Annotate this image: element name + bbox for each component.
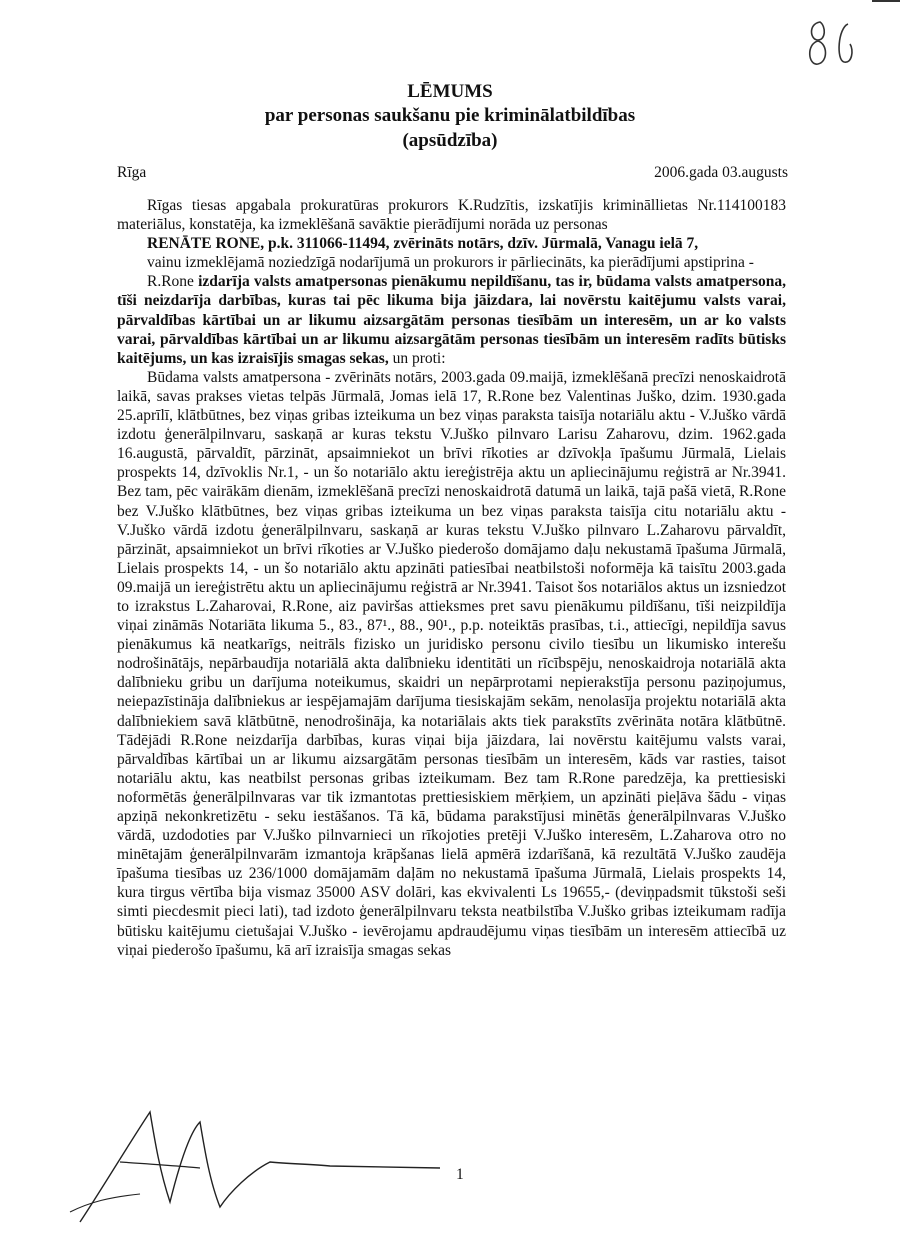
charge-text: izdarīja valsts amatpersonas pienākumu nepildīšanu, tas ir, būdama valsts amatpersona, tīši neizdarīja darbības, kuras tai pēc likuma bija jāizdara, lai novērstu kaitējumu valsts varai, pārvaldības kārtībai un ar likumu aizsargātām personas tiesībām un interesēm, un ar ko valsts varai, pārvaldības kārtībai un ar likumu aizsargātām personas tiesībām un interesēm radīts būtisks kaitējums, un kas izraisījis smagas sekas,: [117, 273, 786, 367]
document-subtitle: par personas saukšanu pie kriminālatbildības: [264, 105, 636, 126]
paragraph-charge: [117, 272, 786, 367]
accused-person: RENĀTE RONE, p.k. 311066-11494, zvērināts notārs, dzīv. Jūrmalā, Vanagu ielā 7,: [147, 235, 699, 253]
document-subtitle-2: (apsūdzība): [402, 130, 498, 151]
charge-tail: un proti:: [392, 349, 446, 367]
document-title: LĒMUMS: [407, 81, 493, 102]
paragraph-facts: Būdama valsts amatpersona - zvērināts notārs, 2003.gada 09.maijā, izmeklēšanā precīzi nenoskaidrotā laikā, savas prakses vietas telpās Jūrmalā, Jomas ielā 17, R.Rone bez Valentinas Juško, dzim. 1930.gada 25.aprīlī, klātbūtnes, bez viņas gribas izteikuma un bez viņas paraksta taisīja notariālu aktu - V.Juško vārdā izdotu ģenerālpilnvaru, saskaņā ar kuras tekstu V.Juško pilnvaro Larisu Zaharovu, dzim. 1962.gada 16.augustā, pārvaldīt, pārzināt, apsaimniekot un brīvi rīkoties ar dzīvokļa īpašumu Jūrmalā, Lielais prospekts 14, dzīvoklis Nr.1, - un šo notariālo aktu iereģistrēja aktu un apliecinājumu reģistrā ar Nr.3941. Bez tam, pēc vairākām dienām, izmeklēšanā precīzi nenoskaidrotā datumā un laikā, tajā pašā vietā, R.Rone bez V.Juško klātbūtnes, bez viņas gribas izteikuma un bez viņas paraksta taisīja citu notariālu aktu - V.Juško vārdā izdotu ģenerālpilnvaru, saskaņā ar kuras tekstu V.Juško pilnvaro L.Zaharovu pārvaldīt, pārzināt, apsaimniekot un brīvi rīkoties ar V.Juško piederošo domājamo daļu nekustamā īpašuma Jūrmalā, Lielais prospekts 14, - un šo notariālo aktu apzināti patiesībai neatbilstoši noformēja kā taisītu 2003.gada 09.maijā un iereģistrētu aktu un apliecinājumu reģistrā ar Nr.3941. Taisot šos notariālos aktus un izsniedzot to izrakstus L.Zaharovai, R.Rone, aiz paviršas attieksmes pret savu pienākumu pildīšanu, tīši neizpildīja viņai zināmās Notariāta likuma 5., 83., 87¹., 88., 90¹., p.p. noteiktās prasības, t.i., attiecīgi, nepildīja savus pienākumus kā neatkarīgs, neitrāls fizisko un juridisko personu civilo tiesību un likumisko interešu nodrošinātājs, nepārbaudīja notariālā akta dalībnieku identitāti un rīcībspēju, nenoskaidroja notariālā akta dalībnieku gribu un darījuma noteikumus, skaidri un nepārprotami nepierakstīja personu paziņojumus, neiepazīstināja dalībniekus ar iespējamajām darījuma tiesiskajām sekām, nenolasīja projektu notariālā akta dalībniekiem savā klātbūtnē, nenodrošināja, ka notariālais akts tiek parakstīts zvērināta notāra klātbūtnē. Tādējādi R.Rone neizdarīja darbības, kuras viņai bija jāizdara, lai novērstu kaitējumu valsts varai, pārvaldības kārtībai un ar likumu aizsargātām personas tiesībām un interesēm, kāds var rasties, taisot notariālu aktu, kas neatbilst personas gribas izteikumam. Bez tam R.Rone paredzēja, ka prettiesiski noformētās ģenerālpilnvaras var tik izmantotas prettiesiskiem mērķiem, un apzināti pieļāva šādu - viņas apziņā nekonkretizētu - seku iestāšanos. Tā kā, būdama parakstījusi minētās ģenerālpilnvaras V.Juško vārdā, uzdodoties par V.Juško pilnvarnieci un rīkojoties pretēji V.Juško interesēm, L.Zaharova otro no minētajām ģenerālpilnvarām izmantoja krāpšanas lielā apmērā izdarīšanā, kā rezultātā V.Juško zaudēja īpašuma tiesības uz 236/1000 domājamām daļām no nekustamā īpašuma Jūrmalā, Lielais prospekts 14, kura tirgus vērtība bija vismaz 35000 ASV dolāri, kas ekvivalenti Ls 19655,- (deviņpadsmit tūkstoši seši simti piecdesmit pieci lati), tad izdoto ģenerālpilnvaru teksta neatbilstība V.Juško gribas izteikumam radīja būtisku kaitējumu cietušajai V.Juško - ievērojamu apdraudējumu viņas tiesībām un interesēm attiecībā uz viņai piederošo īpašumu, kā arī izraisīja smagas sekas: [117, 368, 786, 959]
paragraph-guilt: vainu izmeklējamā noziedzīgā nodarījumā un prokurors ir pārliecināts, ka pierādījumi apstiprina -: [147, 254, 754, 272]
paragraph-intro: Rīgas tiesas apgabala prokuratūras prokurors K.Rudzītis, izskatījis krimināllietas Nr.114100183 materiālus, konstatēja, ka izmeklēšanā savāktie pierādījumi norāda uz personas: [117, 197, 786, 234]
charge-name: R.Rone: [147, 273, 194, 291]
page-number: 1: [456, 1166, 464, 1183]
date: 2006.gada 03.augusts: [654, 164, 788, 181]
document-body: [117, 196, 786, 960]
handwritten-page-number: [804, 14, 864, 74]
signature: [60, 1102, 480, 1232]
corner-mark: [872, 0, 900, 2]
place: Rīga: [117, 164, 147, 181]
